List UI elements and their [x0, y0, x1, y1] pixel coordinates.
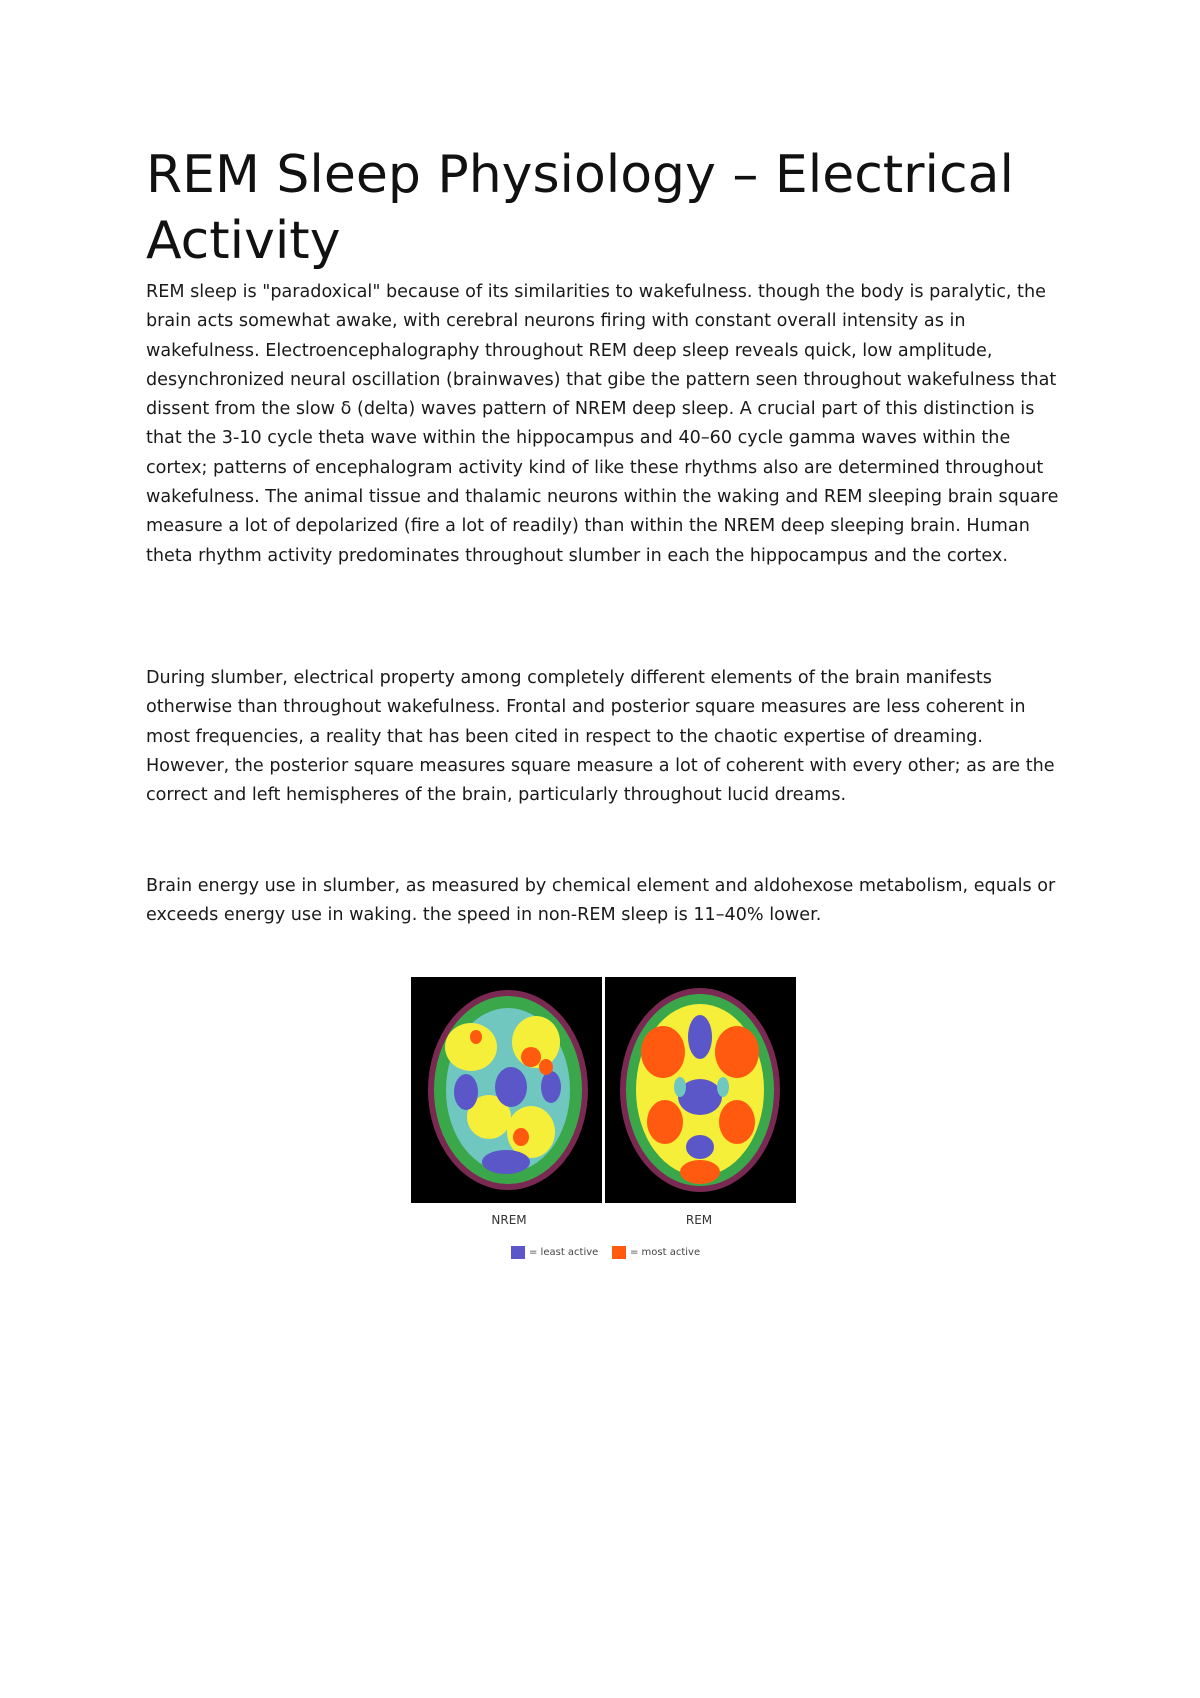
paragraph-energy-use: Brain energy use in slumber, as measured by chemical element and aldohexose metabolism, equals or exceeds energy use in waking. the speed in non-REM sleep is 11–40% lower. [146, 876, 1056, 926]
paragraph-coherence: During slumber, electrical property among completely different elements of the brain manifests otherwise than throughout wakefulness. Frontal and posterior square measures are less coherent in most frequencies, a reality that has been cited in respect to the chaotic expertise of dreaming. However, the posterior square measures square measure a lot of coherent with every other; as are the correct and left hemispheres of the brain, particularly throughout lucid dreams. [146, 668, 1055, 806]
least-active-swatch [511, 1246, 525, 1259]
legend-most-active [612, 1245, 700, 1259]
most-active-swatch [612, 1246, 626, 1259]
rem-label: REM [685, 1213, 713, 1227]
pet-scan-figure [411, 977, 796, 1267]
rem-brain-scan-image [605, 977, 796, 1203]
legend-least-active [511, 1245, 598, 1259]
least-active-label: = least active [529, 1246, 599, 1258]
nrem-brain-scan-image [411, 977, 602, 1203]
document-title: REM Sleep Physiology – Electrical Activity [146, 145, 1014, 271]
nrem-label: NREM [491, 1213, 527, 1227]
paragraph-electrical-activity: REM sleep is "paradoxical" because of its similarities to wakefulness. though the body is paralytic, the brain acts somewhat awake, with cerebral neurons firing with constant overall intensity as in wakefulness. Electroencephalography throughout REM deep sleep reveals quick, low amplitude, desynchronized neural oscillation (brainwaves) that gibe the pattern seen throughout wakefulness that dissent from the slow δ (delta) waves pattern of NREM deep sleep. A crucial part of this distinction is that the 3-10 cycle theta wave within the hippocampus and 40–60 cycle gamma waves within the cortex; patterns of encephalogram activity kind of like these rhythms also are determined throughout wakefulness. The animal tissue and thalamic neurons within the waking and REM sleeping brain square measure a lot of depolarized (fire a lot of readily) than within the NREM deep sleeping brain. Human theta rhythm activity predominates throughout slumber in each the hippocampus and the cortex. [146, 282, 1059, 566]
most-active-label: = most active [630, 1246, 701, 1258]
